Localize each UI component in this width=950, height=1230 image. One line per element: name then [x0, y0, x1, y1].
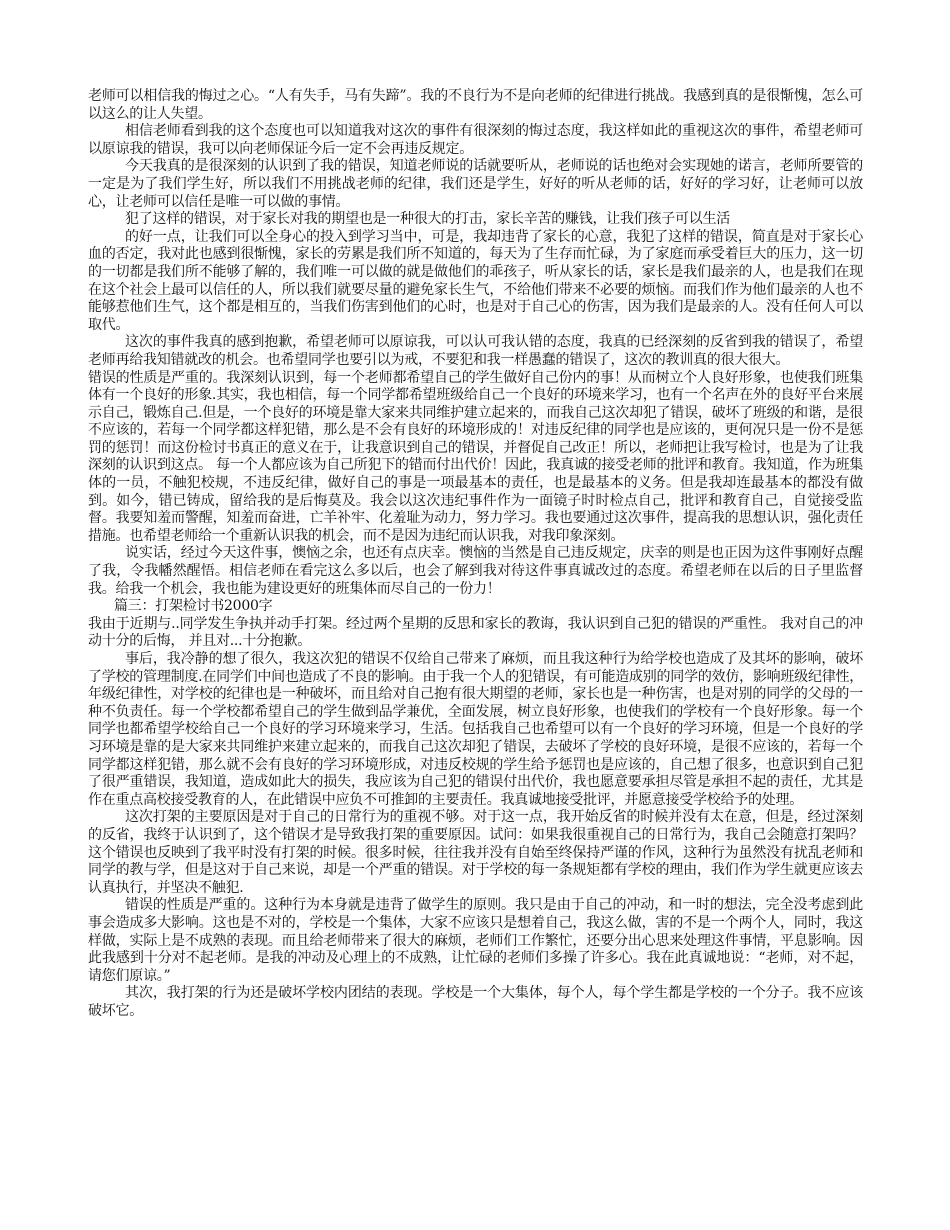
paragraph-13: 错误的性质是严重的。这种行为本身就是违背了做学生的原则。我只是由于自己的冲动，和一时的想法，完全没考虑到此事会造成多大影响。这也是不对的，学校是一个集体，大家不应该只是想着自己，我这么做，害的不是一个两个人，同时，我这样做，实际上是不成熟的表现。而且给老师带来了很大的麻烦，老师们工作繁忙，还要分出心思来处理这件事情，平息影响。因此我感到十分对不起老师。是我的冲动及心理上的不成熟，让忙碌的老师们多操了许多心。我在此真诚地说：“老师，对不起，请您们原谅。” — [88, 897, 863, 984]
paragraph-3: 今天我真的是很深刻的认识到了我的错误，知道老师说的话就要听从，老师说的话也绝对会实现她的诺言，老师所要管的一定是为了我们学生好，所以我们不用挑战老师的纪律，我们还是学生，好好的听从老师的话，好好的学习好，让老师可以放心，让老师可以信任是唯一可以做的事情。 — [88, 158, 863, 210]
section-heading: 篇三：打架检讨书2000字 — [114, 598, 273, 615]
paragraph-10: 我由于近期与..同学发生争执并动手打架。经过两个星期的反思和家长的教诲，我认识到自己犯的错误的严重性。 我对自己的冲动十分的后悔， 并且对...十分抱歉。 — [88, 615, 863, 650]
paragraph-11: 事后，我冷静的想了很久，我这次犯的错误不仅给自己带来了麻烦，而且我这种行为给学校也造成了及其坏的影响，破坏了学校的管理制度.在同学们中间也造成了不良的影响。由于我一个人的犯错误，有可能造成别的同学的效仿，影响班级纪律性，年级纪律性，对学校的纪律也是一种破坏，而且给对自己抱有很大期望的老师，家长也是一种伤害，也是对别的同学的父母的一种不负责任。每一个学校都希望自己的学生做到品学兼优，全面发展，树立良好形象，也使我们的学校有一个良好形象。每一个同学也都希望学校给自己一个良好的学习环境来学习，生活。包括我自己也希望可以有一个良好的学习环境，但是一个良好的学习环境是靠的是大家来共同维护来建立起来的，而我自己这次却犯了错误，去破坏了学校的良好环境，是很不应该的，若每一个同学都这样犯错，那么就不会有良好的学习环境形成，对违反校规的学生给予惩罚也是应该的，自己想了很多，也意识到自己犯了很严重错误，我知道，造成如此大的损失，我应该为自己犯的错误付出代价，我也愿意要承担尽管是承担不起的责任，尤其是作在重点高校接受教育的人，在此错误中应负不可推卸的主要责任。我真诚地接受批评，并愿意接受学校给予的处理。 — [88, 651, 863, 808]
paragraph-8: 说实话，经过今天这件事，懊恼之余，也还有点庆幸。懊恼的当然是自己违反规定，庆幸的则是也正因为这件事刚好点醒了我，令我幡然醒悟。相信老师在看完这么多以后，也会了解到我对待这件事真诚改过的态度。希望老师在以后的日子里监督我。给我一个机会，我也能为建设更好的班集体而尽自己的一份力！ — [88, 545, 863, 597]
paragraph-2: 相信老师看到我的这个态度也可以知道我对这次的事件有很深刻的悔过态度，我这样如此的重视这次的事件，希望老师可以原谅我的错误，我可以向老师保证今后一定不会再违反规定。 — [88, 123, 863, 157]
paragraph-7: 错误的性质是严重的。我深刻认识到，每一个老师都希望自己的学生做好自己份内的事！从而树立个人良好形象，也使我们班集体有一个良好的形象.其实，我也相信，每一个同学都希望班级给自己一个良好的环境来学习，也有一个名声在外的良好平台来展示自己，锻炼自己.但是，一个良好的环境是靠大家来共同维护建立起来的，而我自己这次却犯了错误，破坏了班级的和谐，是很不应该的，若每一个同学都这样犯错，那么是不会有良好的环境形成的！对违反纪律的同学也是应该的，更何况只是一份不是惩罚的惩罚！而这份检讨书真正的意义在于，让我意识到自己的错误，并督促自己改正！所以，老师把让我写检讨，也是为了让我深刻的认识到这点。 每一个人都应该为自己所犯下的错而付出代价！因此，我真诚的接受老师的批评和教育。我知道，作为班集体的一员，不触犯校规，不违反纪律，做好自己的事是一项最基本的责任，也是最基本的义务。但是我却连最基本的都没有做到。如今，错已铸成，留给我的是后悔莫及。我会以这次违纪事件作为一面镜子时时检点自己，批评和教育自己，自觉接受监督。我要知羞而警醒，知羞而奋进，亡羊补牢、化羞耻为动力，努力学习。我也要通过这次事件，提高我的思想认识，强化责任措施。也希望老师给一个重新认识我的机会，而不是因为违纪而认识我，对我印象深刻。 — [88, 369, 863, 544]
document-body — [88, 88, 863, 1020]
paragraph-1: 老师可以相信我的悔过之心。“人有失手，马有失蹄”。我的不良行为不是向老师的纪律进行挑战。我感到真的是很惭愧，怎么可以这么的让人失望。 — [88, 88, 863, 122]
paragraph-12: 这次打架的主要原因是对于自己的日常行为的重视不够。对于这一点，我开始反省的时候并没有太在意，但是，经过深刻的反省，我终于认识到了，这个错误才是导致我打架的重要原因。试问：如果我很重视自己的日常行为，我自己会随意打架吗？这个错误也反映到了我平时没有打架的时候。很多时候，往往我并没有自始至终保持严谨的作风，这种行为虽然没有扰乱老师和同学的教与学，但是这对于自己来说，却是一个严重的错误。对于学校的每一条规矩都有学校的理由，我们作为学生就更应该去认真执行，并坚决不触犯. — [88, 809, 863, 896]
paragraph-14: 其次，我打架的行为还是破坏学校内团结的表现。学校是一个大集体，每个人，每个学生都是学校的一个分子。我不应该破坏它。 — [88, 985, 863, 1019]
paragraph-4: 犯了这样的错误，对于家长对我的期望也是一种很大的打击，家长辛苦的赚钱，让我们孩子可以生活 — [125, 211, 730, 228]
paragraph-5: 的好一点，让我们可以全身心的投入到学习当中，可是，我却违背了家长的心意，我犯了这样的错误，简直是对于家长心血的否定，我对此也感到很惭愧，家长的劳累是我们所不知道的，每天为了生存而忙碌，为了家庭而承受着巨大的压力，这一切的一切都是我们所不能够了解的，我们唯一可以做的就是做他们的乖孩子，听从家长的话，家长是我们最亲的人，也是我们在现在这个社会上最可以信任的人，所以我们就要尽量的避免家长生气，不给他们带来不必要的烦恼。而我们作为他们最亲的人也不能够惹他们生气，这个都是相互的，当我们伤害到他们的心时，也是对于自己心的伤害，因为我们是最亲的人。没有任何人可以取代。 — [88, 228, 863, 333]
paragraph-6: 这次的事件我真的感到抱歉，希望老师可以原谅我，可以认可我认错的态度，我真的已经深刻的反省到我的错误了，希望老师再给我知错就改的机会。也希望同学也要引以为戒，不要犯和我一样愚蠢的错误了，这次的教训真的很大很大。 — [88, 334, 863, 368]
